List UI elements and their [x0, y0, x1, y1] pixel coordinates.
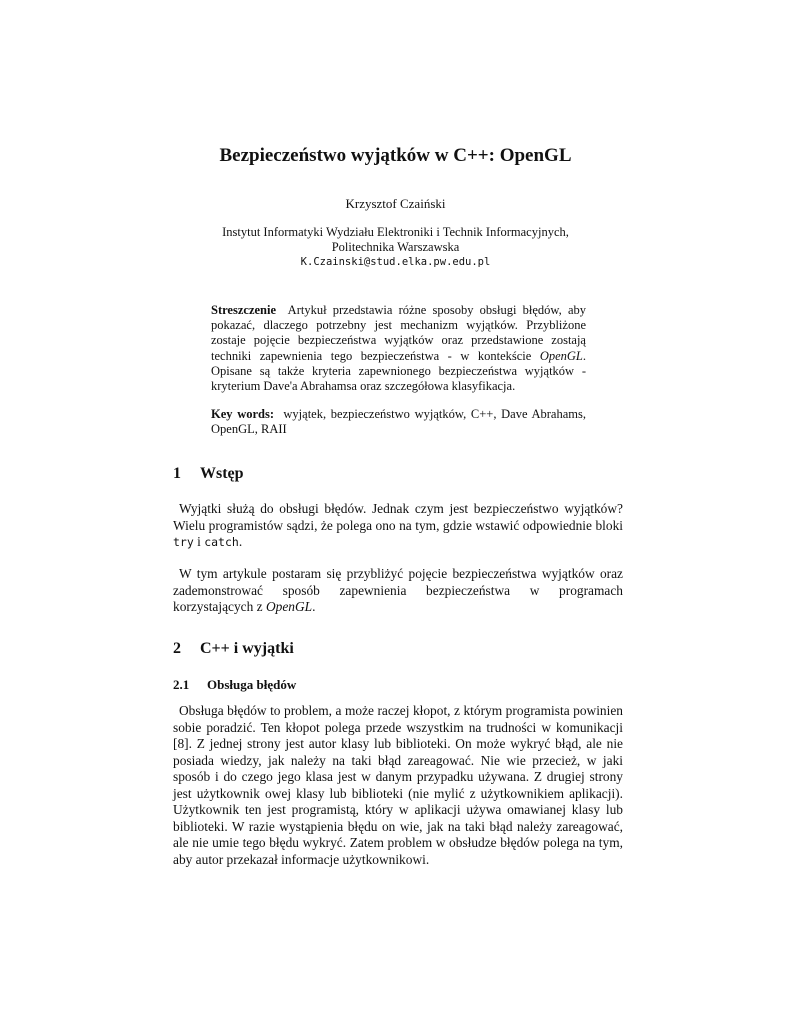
affiliation — [0, 225, 791, 270]
affiliation-line-2: Politechnika Warszawska — [331, 240, 460, 254]
abstract-text-a: Artykuł przedstawia różne sposoby obsługi błędów, aby pokazać, dlaczego potrzebny jest mechanizm wyjątków. Przybliżone zostaje pojęcie bezpieczeństwa wyjątków oraz przedstawione zostają techniki zapewnienia tego bezpieczeństwa - w kontekście — [211, 303, 586, 363]
section-title: C++ i wyjątki — [200, 640, 294, 657]
subsection-number: 2.1 — [173, 677, 190, 692]
paragraph-text: W tym artykule postaram się przybliżyć pojęcie bezpieczeństwa wyjątków oraz zademonstrować sposób zapewnienia bezpieczeństwa w programach korzystających z — [173, 566, 623, 614]
subsection-title: Obsługa błędów — [207, 677, 297, 692]
abstract-text-em: OpenGL — [539, 348, 583, 363]
paragraph-1 — [173, 501, 623, 551]
author-name: Krzysztof Czaiński — [345, 196, 446, 211]
code-try: try — [173, 535, 194, 549]
section-title: Wstęp — [200, 465, 244, 482]
abstract — [211, 303, 586, 394]
paragraph-text: i — [193, 534, 205, 549]
paragraph-3: Obsługa błędów to problem, a może raczej kłopot, z którym programista powinien sobie poradzić. Ten kłopot polega przede wszystkim na trudności w komunikacji [8]. Z jednej strony jest autor klasy lub biblioteki. On może wykryć błąd, ale nie posiada wiedzy, jak należy na taki błąd zareagować. Nie wie przecież, w jaki sposób i do czego jego klasa jest w danym przypadku używana. Z drugiej strony jest użytkownik owej klasy lub biblioteki (nie mylić z użytkownikiem aplikacji). Użytkownik ten jest programistą, który w aplikacji używa omawianej klasy lub biblioteki. W razie wystąpienia błędu on wie, jak na taki błąd należy zareagować, ale nie umie tego błędu wykryć. Zatem problem w obsłudze błędów polega na tym, aby autor przekazał informacje użytkownikowi. — [173, 703, 623, 867]
author-email: K.Czainski@stud.elka.pw.edu.pl — [300, 256, 491, 268]
abstract-text-b: . Opisane są także kryteria zapewnionego bezpieczeństwa wyjątków - kryterium Dave'a Abrahamsa oraz szczegółowa klasyfikacja. — [211, 348, 586, 394]
keywords-label: Key words: — [211, 407, 275, 421]
affiliation-line-1: Instytut Informatyki Wydziału Elektroniki i Technik Informacyjnych, — [222, 225, 569, 239]
paragraph-text: . — [238, 534, 243, 549]
code-catch: catch — [204, 535, 239, 549]
subsection-heading-2-1 — [173, 677, 296, 693]
abstract-label: Streszczenie — [211, 303, 277, 317]
section-number: 2 — [173, 640, 181, 657]
keywords — [211, 407, 586, 437]
keywords-text: wyjątek, bezpieczeństwo wyjątków, C++, Dave Abrahams, OpenGL, RAII — [211, 407, 586, 437]
paragraph-em: OpenGL — [265, 599, 313, 614]
section-heading-1 — [173, 465, 244, 483]
paper-title: Bezpieczeństwo wyjątków w C++: OpenGL — [219, 145, 572, 166]
paragraph-2 — [173, 566, 623, 616]
paragraph-text: . — [312, 599, 316, 614]
section-number: 1 — [173, 465, 181, 482]
paragraph-text: Wyjątki służą do obsługi błędów. Jednak czym jest bezpieczeństwo wyjątków? Wielu programistów sądzi, że polega ono na tym, gdzie wstawić odpowiednie bloki — [173, 501, 623, 533]
section-heading-2 — [173, 640, 294, 658]
